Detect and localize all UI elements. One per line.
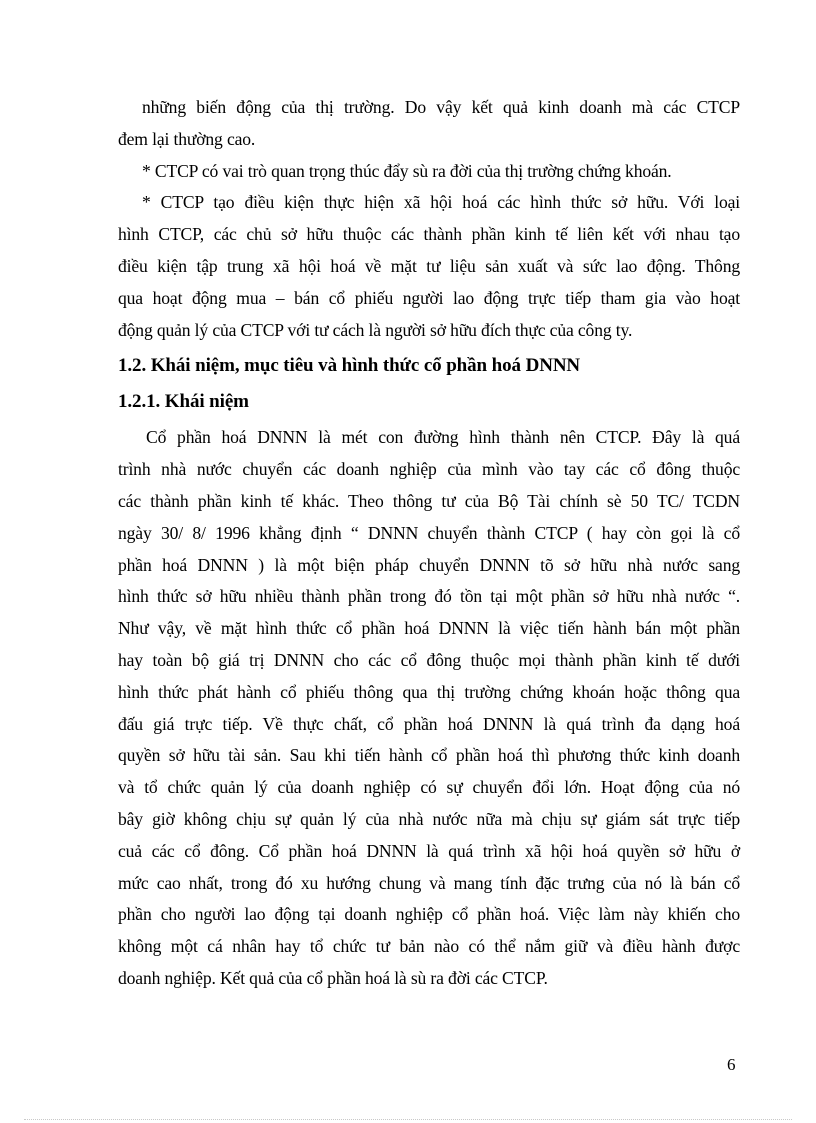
text-line: Cổ phần hoá DNNN là mét con đường hình thành nên CTCP. Đây là quá [146, 427, 740, 448]
paragraph-continuation [118, 92, 740, 156]
text-line: qua hoạt động mua – bán cổ phiếu người lao động trực tiếp tham gia vào hoạt [118, 287, 740, 308]
text-line: ngày 30/ 8/ 1996 khẳng định “ DNNN chuyển thành CTCP ( hay còn gọi là cổ [118, 522, 740, 543]
text-line: và tổ chức quản lý của doanh nghiệp có sự chuyển đổi lớn. Hoạt động của nó [118, 777, 740, 798]
text-line: phần cho người lao động tại doanh nghiệp cổ phần hoá. Việc làm này khiến cho [118, 904, 740, 925]
text-line: * CTCP có vai trò quan trọng thúc đẩy sù ra đời của thị trường chứng khoán. [142, 160, 672, 181]
text-line: bây giờ không chịu sự quản lý của nhà nước nữa mà chịu sự giám sát trực tiếp [118, 808, 740, 829]
text-line: mức cao nhất, trong đó xu hướng chung và mang tính đặc trưng của nó là bán cổ [118, 872, 740, 893]
page-bottom-divider [24, 1119, 792, 1120]
subsection-heading: 1.2.1. Khái niệm [118, 391, 249, 413]
text-line: hình thức phát hành cổ phiếu thông qua thị trường chứng khoán hoặc thông qua [118, 681, 740, 702]
text-line: hình thức sở hữu nhiều thành phần trong đó tồn tại một phần sở hữu nhà nước “. [118, 586, 740, 607]
text-line: hay toàn bộ giá trị DNNN cho các cổ đông thuộc mọi thành phần kinh tế dưới [118, 649, 740, 670]
paragraph-bullet-socialization [118, 187, 740, 346]
text-line: các thành phần kinh tế khác. Theo thông tư của Bộ Tài chính sè 50 TC/ TCDN [118, 490, 740, 511]
page-number: 6 [727, 1055, 736, 1074]
text-line: quyền sở hữu tài sản. Sau khi tiến hành cổ phần hoá thì phương thức kinh doanh [118, 745, 740, 766]
paragraph-concept [118, 422, 740, 994]
section-heading: 1.2. Khái niệm, mục tiêu và hình thức cổ phần hoá DNNN [118, 355, 581, 377]
text-line: những biến động của thị trường. Do vậy kết quả kinh doanh mà các CTCP [142, 97, 740, 117]
text-line: cuả các cổ đông. Cổ phần hoá DNNN là quá trình xã hội hoá quyền sở hữu ở [118, 840, 740, 861]
text-line: trình nhà nước chuyển các doanh nghiệp của mình vào tay các cổ đông thuộc [118, 459, 740, 480]
text-line: Như vậy, về mặt hình thức cổ phần hoá DNNN là việc tiến hành bán một phần [118, 618, 740, 639]
paragraph-bullet-stock-market [118, 156, 740, 188]
text-line: điều kiện tập trung xã hội hoá về mặt tư liệu sản xuất và sức lao động. Thông [118, 255, 740, 276]
text-line: động quản lý của CTCP với tư cách là người sở hữu đích thực của công ty. [118, 319, 633, 340]
text-line: đấu giá trực tiếp. Về thực chất, cổ phần hoá DNNN là quá trình đa dạng hoá [118, 713, 740, 734]
page-content [118, 92, 740, 995]
text-line: phần hoá DNNN ) là một biện pháp chuyển DNNN tõ sở hữu nhà nước sang [118, 554, 740, 575]
text-line: doanh nghiệp. Kết quả của cổ phần hoá là sù ra đời các CTCP. [118, 967, 548, 988]
text-line: * CTCP tạo điều kiện thực hiện xã hội hoá các hình thức sở hữu. Với loại [142, 192, 740, 213]
text-line: hình CTCP, các chủ sở hữu thuộc các thành phần kinh tế liên kết với nhau tạo [118, 224, 740, 245]
text-line: không một cá nhân hay tổ chức tư bản nào có thể nắm giữ và điều hành được [118, 936, 740, 957]
text-line: đem lại thường cao. [118, 128, 256, 149]
